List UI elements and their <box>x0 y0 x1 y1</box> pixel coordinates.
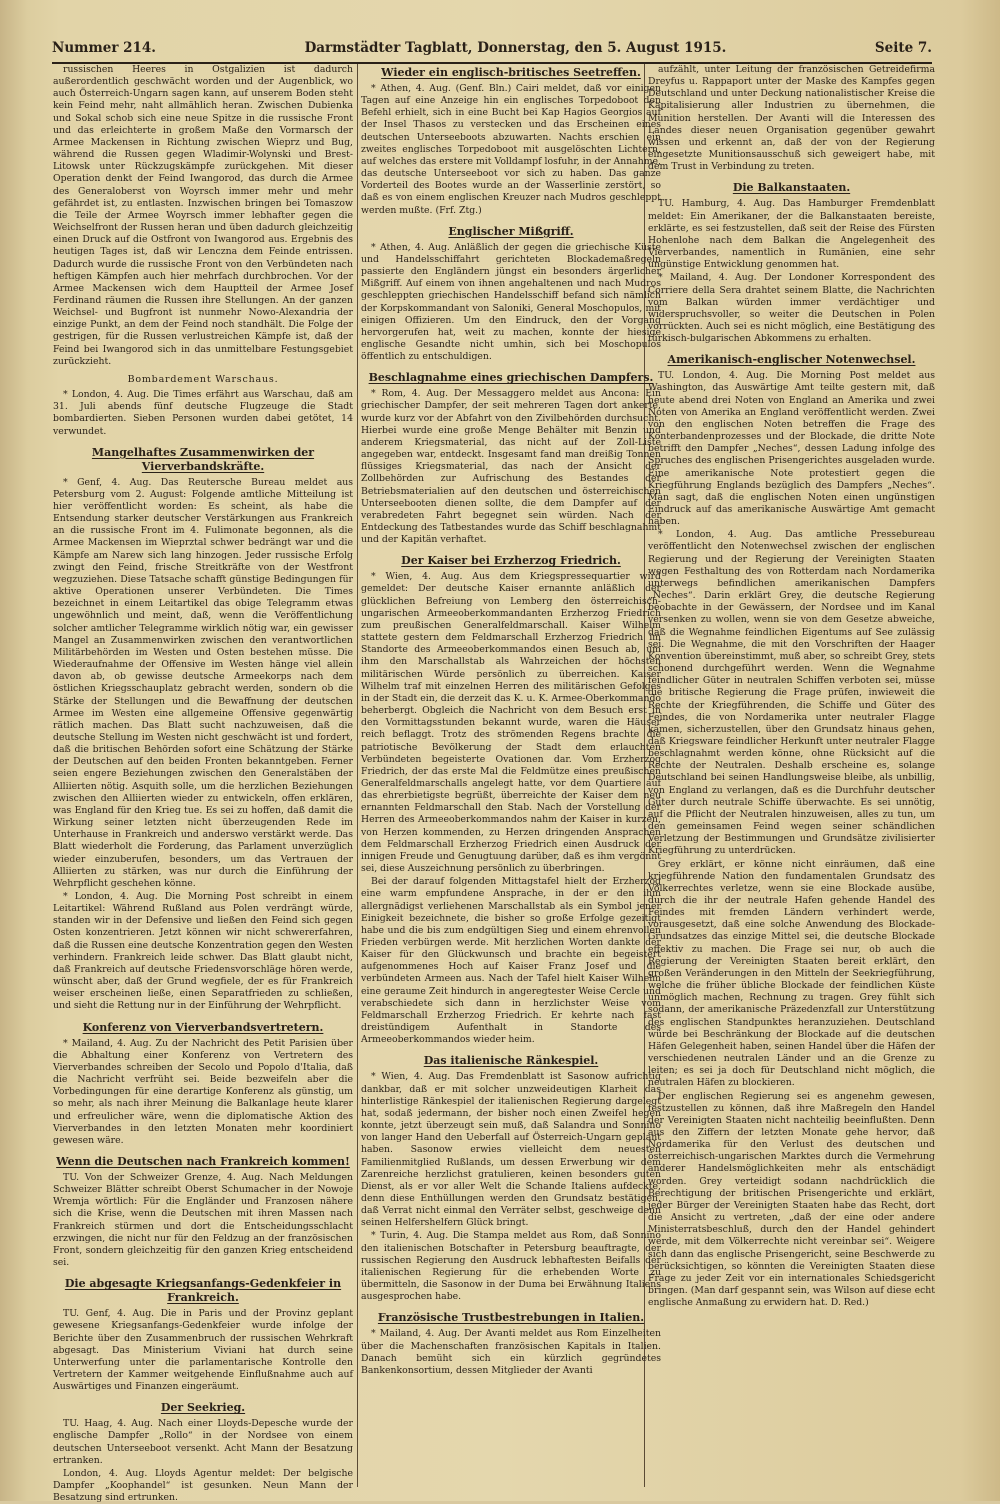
article-paragraph: * Wien, 4. Aug. Aus dem Kriegspressequartier wird gemeldet: Der deutsche Kaiser ernannte anläßlich der glücklichen Befreiung von Lemberg den österreichisch-ungarischen Armeeoberkommandanten Erzherzog Friedrich zum preußischen Generalfeldmarschall. Kaiser Wilhelm stattete gestern dem Feldmarschall Erzherzog Friedrich im Standorte des Armeeoberkommandos einen Besuch ab, um ihm den Marschallstab als Wahrzeichen der höchsten militärischen Würde persönlich zu überreichen. Kaiser Wilhelm traf mit einzelnen Herren des militärischen Gefolges in der Stadt ein, die derzeit das K. u. K. Armee-Oberkommando beherbergt. Obgleich die Nachricht von dem Besuch erst in den Vormittagsstunden bekannt wurde, waren die Häuser reich beflaggt. Trotz des strömenden Regens brachte die patriotische Bevölkerung der Stadt dem erlauchten Verbündeten begeisterte Ovationen dar. Vom Erzherzog Friedrich, der das erste Mal die Feldmütze eines preußischen Generalfeldmarschalls angelegt hatte, vor dem Quartiere auf das ehrerbietigste begrüßt, überreichte der Kaiser dem neu ernannten Feldmarschall den Stab. Nach der Vorstellung der Herren des Armeeoberkommandos nahm der Kaiser in kurzen, von Herzen kommenden, zu Herzen dringenden Ansprachen dem Feldmarschall Erzherzog Friedrich einen Ausdruck der innigen Freude und Genugtuung darüber, daß es ihm vergönnt sei, diese Auszeichnung persönlich zu überbringen. <box>361 571 661 875</box>
article-heading: Die abgesagte Kriegsanfangs-Gedenkfeier in Frankreich. <box>64 1277 342 1305</box>
article-paragraph: * Wien, 4. Aug. Das Fremdenblatt ist Sasonow aufrichtig dankbar, daß er mit solcher unzweideutigen Klarheit das hinterlistige Ränkespiel der italienischen Regierung dargelegt hat, sodaß jedermann, der bisher noch einen Zweifel hegen konnte, jetzt überzeugt sein muß, daß Salandra und Sonnino von langer Hand den Ueberfall auf Österreich-Ungarn geplant haben. Sasonow erwies vielleicht dem neuesten Familienmitglied Rußlands, um dessen Erwerbung wir dem Zarenreiche herzlichst gratulieren, keinen besonders guten Dienst, als er vor aller Welt die Schande Italiens aufdeckte, denn diese Enthüllungen werden den Grundsatz bestätigen, daß Verrat nicht einmal den Verräter selbst, geschweige denn seinen Helfershelfern Glück bringt. <box>361 1071 661 1229</box>
article-heading: Amerikanisch-englischer Notenwechsel. <box>667 353 916 367</box>
article-heading: Französische Trustbestrebungen in Italien. <box>377 1311 645 1325</box>
article-paragraph: * London, 4. Aug. Die Times erfährt aus Warschau, daß am 31. Juli abends fünf deutsche Flugzeuge die Stadt bombardierten. Sieben Personen wurden dabei getötet, 14 verwundet. <box>53 389 353 437</box>
article-heading: Wenn die Deutschen nach Frankreich kommen! <box>56 1154 350 1168</box>
article-paragraph: Grey erklärt, er könne nicht einräumen, daß eine kriegführende Nation den fundamentalen Grundsatz des Völkerrechtes verletze, wenn sie eine Blockade ausübe, durch die ihr der neutrale Hafen gehende Handel des Feindes mit fremden Ländern verhindert werde, vorausgesetzt, daß eine solche Anwendung des Blockade-Grundsatzes das einzige Mittel sei, die deutsche Blockade effektiv zu machen. Die Frage sei nur, ob auch die Regierung der Vereinigten Staaten bereit erklärt, den großen Veränderungen in den Mitteln der Seekriegführung, welche die früher übliche Blockade der feindlichen Küste unmöglich machen, Rechnung zu tragen. Grey fühlt sich sodann, der amerikanische Präzedenzfall zur Unterstützung des englischen Standpunktes heranzuziehen. Deutschland würde bei Beschränkung der Blockade auf die deutschen Häfen Gelegenheit haben, seinen Handel über die Häfen der verschiedenen neutralen Länder und an die Grenze zu leiten; es sei ja doch für Deutschland nicht möglich, die neutralen Häfen zu blockieren. <box>648 858 935 1089</box>
article-paragraph: * Genf, 4. Aug. Das Reutersche Bureau meldet aus Petersburg vom 2. August: Folgende amtliche Mitteilung ist hier veröffentlicht worden: Es scheint, als habe die Entsendung starker deutscher Verstärkungen aus Frankreich an die russische Front im 4. Fulimonate begonnen, als die Armee Mackensen im Wieprztal schwer bedrängt war und die Kämpfe am Narew sich lang hinzogen. Jeder russische Erfolg zwingt den Feind, frische Streitkräfte von der Westfront wegzuziehen. Diese Tatsache schafft günstige Bedingungen für aktive Operationen unserer Verbündeten. Die Times bezeichnet in einem Leitartikel das obige Telegramm etwas ungewöhnlich und meint, daß, wenn die Veröffentlichung solcher amtlicher Telegramme wirklich nötig war, ein gewisser Mangel an Zusammenwirken zwischen den verantwortlichen Militärbehörden im Westen und Osten bestehen müsse. Die Wiederaufnahme der Offensive im Westen hänge viel allein davon ab, ob gewisse deutsche Armeekorps nach dem östlichen Kriegsschauplatz gebracht werden, sondern ob die Stärke der Stellungen und die Bewaffnung der deutschen Armee im Westen eine allgemeine Offensive gegenwärtig rätlich machen. Das Blatt sucht nachzuweisen, daß die deutsche Stellung im Westen nicht geschwächt ist und fordert, daß die britischen Behörden sofort eine Schätzung der Stärke der Deutschen auf den beiden Fronten bekanntgeben. Ferner seien engere Beziehungen zwischen den Generalstäben der Alliierten nötig. Asquith solle, um die herzlichen Beziehungen zwischen den Alliierten wieder zu entwickeln, offen erklären, was England für den Krieg tue. Es sei zu hoffen, daß damit die Wirkung seiner letzten nicht überzeugenden Rede im Unterhause in Frankreich und anderswo verstärkt werde. Das Blatt wiederholt die Forderung, das Parlament unverzüglich wieder einzuberufen, besonders, um das Vertrauen der Alliierten zu stärken, was nur durch die Einführung der Wehrpflicht geschehen könne. <box>53 476 353 889</box>
article-paragraph: * Rom, 4. Aug. Der Messaggero meldet aus Ancona: Ein griechischer Dampfer, der seit mehreren Tagen dort ankerte, wurde kurz vor der Abfahrt von den Zivilbehörden durchsucht. Hierbei wurde eine große Menge Behälter mit Benzin und anderem Kriegsmaterial, das nicht auf der Zoll-Liste angegeben war, entdeckt. Insgesamt fand man dreißig Tonnen flüssiges Kriegsmaterial, das nach der Ansicht der Zollbehörden zur Aufrischung des Bestandes der Betriebsmaterialien auf den deutschen und österreichischen Unterseebooten dienen sollte, die dem Dampfer auf der verabredeten Fahrt begegnet sein würden. Nach der Entdeckung des Tatbestandes wurde das Schiff beschlagnahmt und der Kapitän verhaftet. <box>361 388 661 546</box>
article-heading: Beschlagnahme eines griechischen Dampfers. <box>368 371 654 385</box>
article-paragraph: aufzählt, unter Leitung der französischen Getreidefirma Dreyfus u. Rappaport unter der Maske des Kampfes gegen Deutschland und unter Deckung nationalistischer Kreise die Kapitalisierung aller Industrien zu übernehmen, die Munition herstellen. Der Avanti will die Interessen des Landes dieser neuen Organisation gegenüber gewahrt wissen und erkennt an, daß der von der Regierung eingesetzte Munitionsausschuß sich geweigert habe, mit dem Trust in Verbindung zu treten. <box>648 64 935 173</box>
page-number: Seite 7. <box>874 40 932 56</box>
article-paragraph: * Athen, 4. Aug. Anläßlich der gegen die griechische Küste und Handelsschiffahrt gerichteten Blockademaßregeln passierte den Engländern jüngst ein besonders ärgerlicher Mißgriff. Auf einem von ihnen angehaltenen und nach Mudros geschleppten griechischen Handelsschiff befand sich nämlich der Korpskommandant von Saloniki, General Moschopulos, mit einigen Offizieren. Um den Eindruck, den der Vorgang hervorgerufen hat, weit zu machen, konnte der hiesige englische Gesandte nicht umhin, sich bei Moschopulos öffentlich zu entschuldigen. <box>361 241 661 363</box>
masthead <box>52 40 932 62</box>
article-paragraph: * Turin, 4. Aug. Die Stampa meldet aus Rom, daß Sonnino den italienischen Botschafter in Petersburg beauftragte, der russischen Regierung den Ausdruck lebhaftesten Beifalls der italienischen Regierung für die erhebenden Worte zu übermitteln, die Sasonow in der Duma bei Erwähnung Italiens ausgesprochen habe. <box>361 1230 661 1303</box>
article-paragraph: russischen Heeres in Ostgalizien ist dadurch außerordentlich geschwächt worden und der Augenblick, wo auch Österreich-Ungarn sagen kann, auf unserem Boden steht kein Feind mehr, naht allmählich heran. Zwischen Dubienka und Sokal schob sich eine neue Spitze in die russische Front und das erleichterte in großem Maße den Vormarsch der Armee Mackensen in Richtung zwischen Wieprz und Bug, während die Russen gegen Wladimir-Wolynski und Brest-Litowsk unter Rückzugskämpfe zurückgehen. Mit dieser Operation denkt der Feind Iwangorod, das durch die Armee des Generaloberst von Woyrsch immer mehr und mehr gefährdet ist, zu entlasten. Inzwischen bringen bei Tomaszow die Teile der Armee Woyrsch immer lebhafter gegen die Weichselfront der Russen heran und üben dadurch gleichzeitig einen Druck auf die Ostfront von Iwangorod aus. Ergebnis des heutigen Tages ist, daß wir Lenczna dem Feinde entrissen. Dadurch wurde die russische Front von den Verbündeten nach heftigen Kämpfen auch hier mehrfach durchbrochen. Vor der Armee Mackensen wich dem Hauptteil der Armee Josef Ferdinand räumen die Russen ihre Stellungen. An der ganzen Weichsel- und Bugfront ist nunmehr Nowo-Alexandria der einzige Punkt, an dem der Feind noch standhält. Die Folge der gestrigen, für die Russen verlustreichen Kämpfe ist, daß der Feind bei Iwangorod sich in das unmittelbare Festungsgebiet zurückzieht. <box>53 64 353 367</box>
article-paragraph: * London, 4. Aug. Das amtliche Pressebureau veröffentlicht den Notenwechsel zwischen der englischen Regierung und der Regierung der Vereinigten Staaten wegen Festhaltung des von Rotterdam nach Nordamerika unterwegs befindlichen amerikanischen Dampfers „Neches“. Darin erklärt Grey, die deutsche Regierung beobachte in der Gewässern, der Nordsee und im Kanal versenken zu wollen, wenn sie von dem Gesetze abweiche, daß die Wegnahme feindlichen Eigentums auf See zulässig sei. Die Wegnahme, die mit den Vorschriften der Haager Konvention übereinstimmt, muß aber, so schreibt Grey, stets schonend durchgeführt werden. Wenn die Wegnahme feindlicher Güter in neutralen Schiffen verboten sei, müsse die britische Regierung die Frage prüfen, inwieweit die Rechte der Kriegführenden, die Schiffe und Güter des Feindes, die von Nordamerika unter neutraler Flagge kämen, sicherzustellen, über den Grundsatz hinaus gehen, daß Kriegsware feindlicher Herkunft unter neutraler Flagge beschlagnahmt werden könne, ohne Rücksicht auf die Rechte der Neutralen. Deshalb erscheine es, solange Deutschland bei seinen Handlungsweise bleibe, als unbillig, von England zu verlangen, daß es die Durchfuhr deutscher Güter durch neutrale Schiffe überwachte. Es sei unnötig, auf die Pflicht der Neutralen hinzuweisen, alles zu tun, um den gemeinsamen Feind wegen seiner schändlichen Verletzung der Bestimmungen und Grundsätze zivilisierter Kriegführung zu unterdrücken. <box>648 529 935 857</box>
newspaper-title-date: Darmstädter Tagblatt, Donnerstag, den 5. August 1915. <box>304 40 727 56</box>
article-heading: Mangelhaftes Zusammenwirken der Vierverbandskräfte. <box>91 445 315 473</box>
article-heading: Bombardement Warschaus. <box>127 373 279 385</box>
article-paragraph: London, 4. Aug. Lloyds Agentur meldet: Der belgische Dampfer „Koophandel“ ist gesunken. Neun Mann der Besatzung sind ertrunken. <box>53 1467 353 1504</box>
article-heading: Der Seekrieg. <box>160 1401 246 1415</box>
issue-number: Nummer 214. <box>52 40 157 56</box>
article-paragraph: TU. Genf, 4. Aug. Die in Paris und der Provinz geplant gewesene Kriegsanfangs-Gedenkfeier wurde infolge der Berichte über den Zusammenbruch der russischen Wehrkraft abgesagt. Das Ministerium Viviani hat durch seine Unterwerfung unter die parlamentarische Kontrolle den Vertretern der Kammer weitgehende Einflußnahme auch auf Auswärtiges und Finanzen eingeräumt. <box>53 1308 353 1393</box>
article-paragraph: Der englischen Regierung sei es angenehm gewesen, festzustellen zu können, daß ihre Maßregeln den Handel der Vereinigten Staaten nicht nachteilig beeinflußten. Denn aus den Ziffern der letzten Monate gehe hervor, daß Nordamerika für den Verlust des deutschen und österreichisch-ungarischen Marktes durch die Vermehrung anderer Handelsmöglichkeiten mehr als entschädigt worden. Grey verteidigt sodann nachdrücklich die Berechtigung der britischen Prisengerichte und erklärt, jeder Bürger der Vereinigten Staaten habe das Recht, dort die Ansicht zu vertreten, „daß der eine oder andere Ministerratsbeschluß, durch den der Handel gehindert werde, mit dem Völkerrechte nicht vereinbar sei“. Weigere sich dann das englische Prisengericht, seine Beschwerde zu berücksichtigen, so könnten die Vereinigten Staaten diese Frage zu jeder Zeit vor ein internationales Schiedsgericht bringen. (Man darf gespannt sein, was Wilson auf diese echt englische Anmaßung zu erwidern hat. D. Red.) <box>648 1090 935 1309</box>
article-heading: Das italienische Ränkespiel. <box>423 1054 599 1068</box>
article-paragraph: * Athen, 4. Aug. (Genf. Bln.) Cairi meldet, daß vor einigen Tagen auf eine Anzeige hin ein englisches Torpedoboot den Befehl erhielt, sich in eine Bucht bei Kap Hagios Georgios auf der Insel Thasos zu verstecken und das Erscheinen eines deutschen Unterseeboots abzuwarten. Nachts erschien ein zweites englisches Torpedoboot mit ausgelöschten Lichtern, auf welches das erstere mit Volldampf losfuhr, in der Annahme, das deutsche Unterseeboot vor sich zu haben. Das ganze Vorderteil des Bootes wurde an der Wasserlinie zerstört, so daß es von einem englischen Kreuzer nach Mudros geschleppt werden mußte. (Frf. Ztg.) <box>361 83 661 216</box>
article-heading: Wieder ein englisch-britisches Seetreffen. <box>381 66 641 79</box>
article-paragraph: * London, 4. Aug. Die Morning Post schreibt in einem Leitartikel: Während Rußland aus Polen verdrängt würde, standen wir in der Defensive und ließen den Feind sich gegen Osten konzentrieren. Jetzt können wir nicht schwererfahren, daß die Russen eine deutsche Konzentration gegen den Westen verhindern. Frankreich leide schwer. Das Blatt glaubt nicht, daß Frankreich auf deutsche Friedensvorschläge hören werde, wünscht aber, daß der Grund wegfiele, der es für Frankreich weiser erscheinen ließe, einen Separatfrieden zu schließen, und sieht die Rettung nur in der Einführung der Wehrpflicht. <box>53 891 353 1012</box>
article-heading: Der Kaiser bei Erzherzog Friedrich. <box>401 554 621 568</box>
article-paragraph: TU. Hamburg, 4. Aug. Das Hamburger Fremdenblatt meldet: Ein Amerikaner, der die Balkanstaaten bereiste, erklärte, es sei festzustellen, daß seit der Reise des Fürsten Hohenlohe nach dem Balkan die Angelegenheit des Vierverbandes, namentlich in Rumänien, eine sehr ungünstige Entwicklung genommen hat. <box>648 198 935 271</box>
article-paragraph: TU. London, 4. Aug. Die Morning Post meldet aus Washington, das Auswärtige Amt teilte gestern mit, daß heute abend drei Noten von England an Amerika und zwei Noten von Amerika an England veröffentlicht werden. Zwei von den englischen Noten betreffen die Frage des Konterbandenprozesses und der Blockade, die dritte Note betrifft den Dampfer „Neches“, dessen Ladung infolge des Spruches des englischen Prisengerichtes ausgeladen wurde. Eine amerikanische Note protestiert gegen die Kriegführung Englands bezüglich des Dampfers „Neches“. Man sagt, daß die englischen Noten einen ungünstigen Eindruck auf das amerikanische Auswärtige Amt gemacht haben. <box>648 370 935 528</box>
column-divider <box>357 64 358 1487</box>
article-paragraph: * Mailand, 4. Aug. Der Londoner Korrespondent des Corriere della Sera drahtet seinem Blatte, die Nachrichten vom Balkan würden immer verdächtiger und widerspruchsvoller, so weiter die Deutschen in Polen vorrückten. Auch sei es nicht möglich, eine Bestätigung des türkisch-bulgarischen Abkommens zu erhalten. <box>648 272 935 345</box>
column-2 <box>361 64 661 1487</box>
article-paragraph: TU. Von der Schweizer Grenze, 4. Aug. Nach Meldungen Schweizer Blätter schreibt Oberst Schumacher in der Nowoje Wremja wörtlich: Für die Engländer und Franzosen nähere sich die Krise, wenn die Deutschen mit ihren Massen nach Frankreich stürmen und dort die Entscheidungsschlacht erzwingen, die nicht nur für den Feldzug an der französischen Front, sondern gleichzeitig für den ganzen Krieg entscheidend sei. <box>53 1171 353 1269</box>
article-heading: Konferenz von Vierverbandsvertretern. <box>82 1020 324 1034</box>
article-paragraph: TU. Haag, 4. Aug. Nach einer Lloyds-Depesche wurde der englische Dampfer „Rollo“ in der Nordsee von einem deutschen Unterseeboot versenkt. Acht Mann der Besatzung ertranken. <box>53 1418 353 1466</box>
article-heading: Die Balkanstaaten. <box>732 181 851 195</box>
article-paragraph: * Mailand, 4. Aug. Der Avanti meldet aus Rom Einzelheiten über die Machenschaften französischen Kapitals in Italien. Danach bemüht sich ein kürzlich gegründetes Bankenkonsortium, dessen Mitglieder der Avanti <box>361 1328 661 1376</box>
column-3 <box>648 64 935 1487</box>
article-paragraph: * Mailand, 4. Aug. Zu der Nachricht des Petit Parisien über die Abhaltung einer Konferenz von Vertretern des Vierverbandes schreiben der Secolo und Popolo d'Italia, daß die Nachricht verfrüht sei. Beide bezweifeln aber die Vorbedingungen für eine derartige Konferenz als günstig, um so mehr, als nach ihrer Meinung die Balkanlage heute klarer und erfreulicher wäre, wenn die diplomatische Aktion des Vierverbandes in den letzten Monaten mehr koordiniert gewesen wäre. <box>53 1037 353 1146</box>
column-1 <box>53 64 353 1504</box>
article-paragraph: Bei der darauf folgenden Mittagstafel hielt der Erzherzog eine warm empfundene Ansprache, in der er den ihm allergnädigst verliehenen Marschallstab als ein Symbol jener Einigkeit bezeichnete, die bisher so große Erfolge gezeitigt habe und die bis zum endgültigen Sieg und einem ehrenvollen Frieden verbürgen werde. Mit herzlichen Worten dankte der Kaiser für den Glückwunsch und brachte ein begeistert aufgenommenes Hoch auf Kaiser Franz Josef und die verbündeten Armeen aus. Nach der Tafel hielt Kaiser Wilhelm eine geraume Zeit hindurch in angeregtester Weise Cercle und verabschiedete sich dann in herzlichster Weise vom Feldmarschall Erzherzog Friedrich. Er kehrte nach fast dreistündigem Aufenthalt in Standorte des Armeeoberkommandos wieder heim. <box>361 876 661 1046</box>
article-heading: Englischer Mißgriff. <box>448 224 574 238</box>
